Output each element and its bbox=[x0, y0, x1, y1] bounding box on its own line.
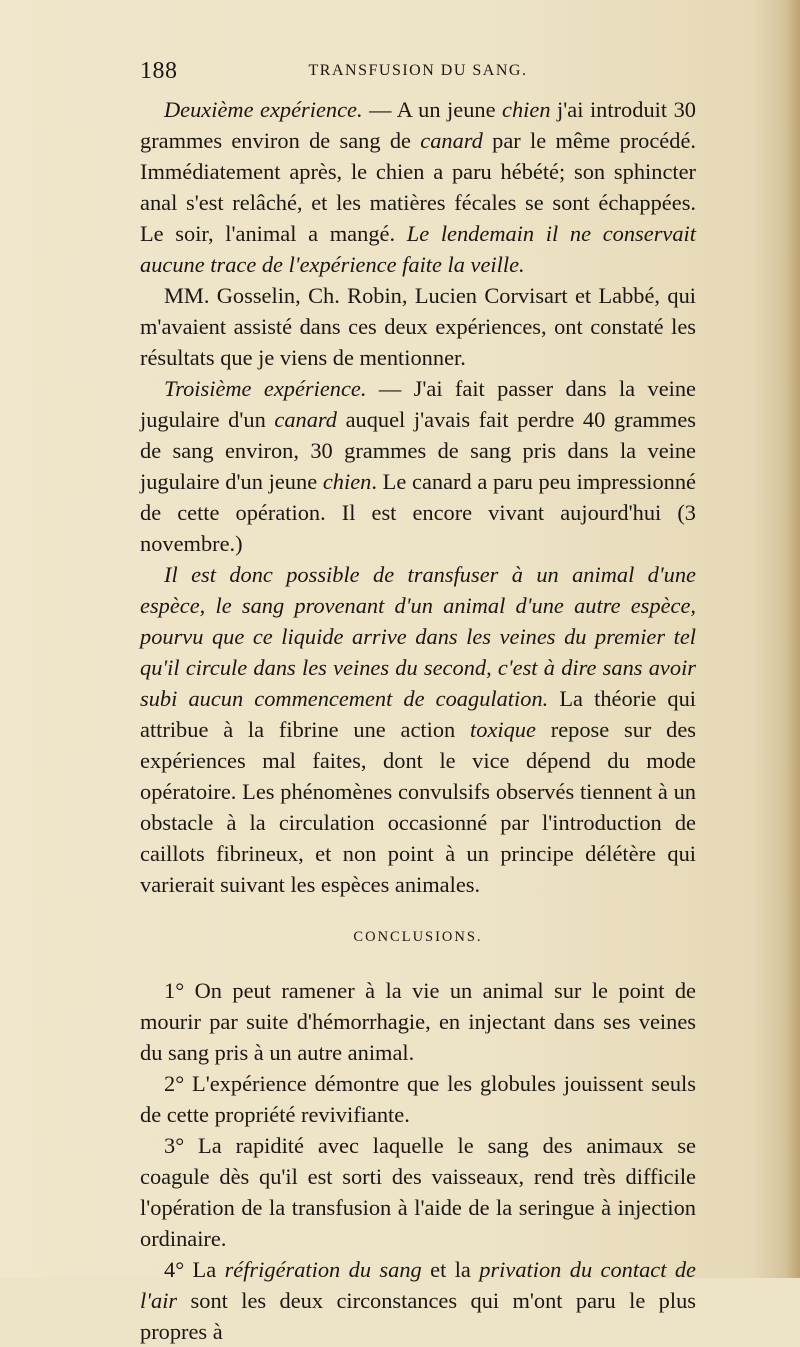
text-run: 1° On peut ramener à la vie un animal sur le point de mourir par suite d'hémorrhagie, en injectant dans ses veines du sang pris à un autre animal. bbox=[140, 978, 696, 1065]
conclusion-item bbox=[140, 975, 696, 1068]
text-run: sont les deux circonstances qui m'ont paru le plus propres à bbox=[140, 1288, 696, 1344]
text-run: . Le canard a paru peu impressionné de cette opération. Il est encore vivant aujourd'hui (3 novembre.) bbox=[140, 469, 696, 556]
italic-text: Troisième expérience. bbox=[164, 376, 367, 401]
text-run: 2° L'expérience démontre que les globules jouissent seuls de cette propriété revivifiante. bbox=[140, 1071, 696, 1127]
italic-text: chien bbox=[322, 469, 372, 494]
paragraph bbox=[140, 94, 696, 280]
text-run: 4° La bbox=[164, 1257, 225, 1282]
italic-text: canard bbox=[274, 407, 337, 432]
conclusions-list bbox=[140, 975, 696, 1347]
paragraph bbox=[140, 559, 696, 900]
italic-text: réfrigération du sang bbox=[224, 1257, 422, 1282]
text-run: par le même procédé. Immédiatement après, le chien a paru hébété; son sphincter anal s'est relâché, et les matières fécales se sont échappées. Le soir, l'animal a mangé. bbox=[140, 128, 696, 246]
text-run: repose sur des expériences mal faites, dont le vice dépend du mode opératoire. Les phénomènes convulsifs observés tiennent à un obstacle à la circulation occasionné par l'introduction de caillots fibrineux, et non point à un principe délétère qui varierait suivant les espèces animales. bbox=[140, 717, 696, 897]
text-run: auquel j'avais fait perdre 40 grammes de sang environ, 30 grammes de sang pris dans la veine jugulaire d'un jeune bbox=[140, 407, 696, 494]
text-run: La théorie qui attribue à la fibrine une action bbox=[140, 686, 697, 742]
italic-text: toxique bbox=[470, 717, 536, 742]
page-number: 188 bbox=[140, 58, 178, 84]
running-header bbox=[140, 58, 696, 94]
text-run: — J'ai fait passer dans la veine jugulaire d'un bbox=[140, 376, 696, 432]
italic-text: chien bbox=[502, 97, 551, 122]
body-text bbox=[140, 94, 696, 1347]
italic-text: Le lendemain il ne conservait aucune trace de l'expérience faite la veille. bbox=[140, 221, 696, 277]
italic-text: Il est donc possible de transfuser à un animal d'une espèce, le sang provenant d'un animal d'une autre espèce, pourvu que ce liquide arrive dans les veines du premier tel qu'il circule dans les veines du second, c'est à dire sans avoir subi aucun commencement de coagulation. bbox=[140, 562, 696, 711]
text-run: et la bbox=[421, 1257, 480, 1282]
italic-text: Deuxième expérience. bbox=[164, 97, 363, 122]
italic-text: privation du contact de l'air bbox=[140, 1257, 696, 1313]
paragraph bbox=[140, 280, 696, 373]
text-run: MM. Gosselin, Ch. Robin, Lucien Corvisart et Labbé, qui m'avaient assisté dans ces deux expériences, ont constaté les résultats que je viens de mentionner. bbox=[140, 283, 696, 370]
conclusion-item bbox=[140, 1068, 696, 1130]
conclusions-heading: CONCLUSIONS. bbox=[353, 929, 483, 945]
experiment-paragraphs bbox=[140, 94, 696, 900]
conclusion-item bbox=[140, 1130, 696, 1254]
text-run: 3° La rapidité avec laquelle le sang des animaux se coagule dès qu'il est sorti des vaisseaux, rend très difficile l'opération de la transfusion à l'aide de la seringue à injection ordinaire. bbox=[140, 1133, 696, 1251]
italic-text: canard bbox=[420, 128, 483, 153]
conclusion-item bbox=[140, 1254, 696, 1347]
running-title: TRANSFUSION DU SANG. bbox=[308, 62, 528, 79]
text-run: j'ai introduit 30 grammes environ de sang de bbox=[140, 97, 696, 153]
paragraph bbox=[140, 373, 696, 559]
text-run: — A un jeune bbox=[362, 97, 503, 122]
page-edge-shadow bbox=[786, 0, 800, 1278]
